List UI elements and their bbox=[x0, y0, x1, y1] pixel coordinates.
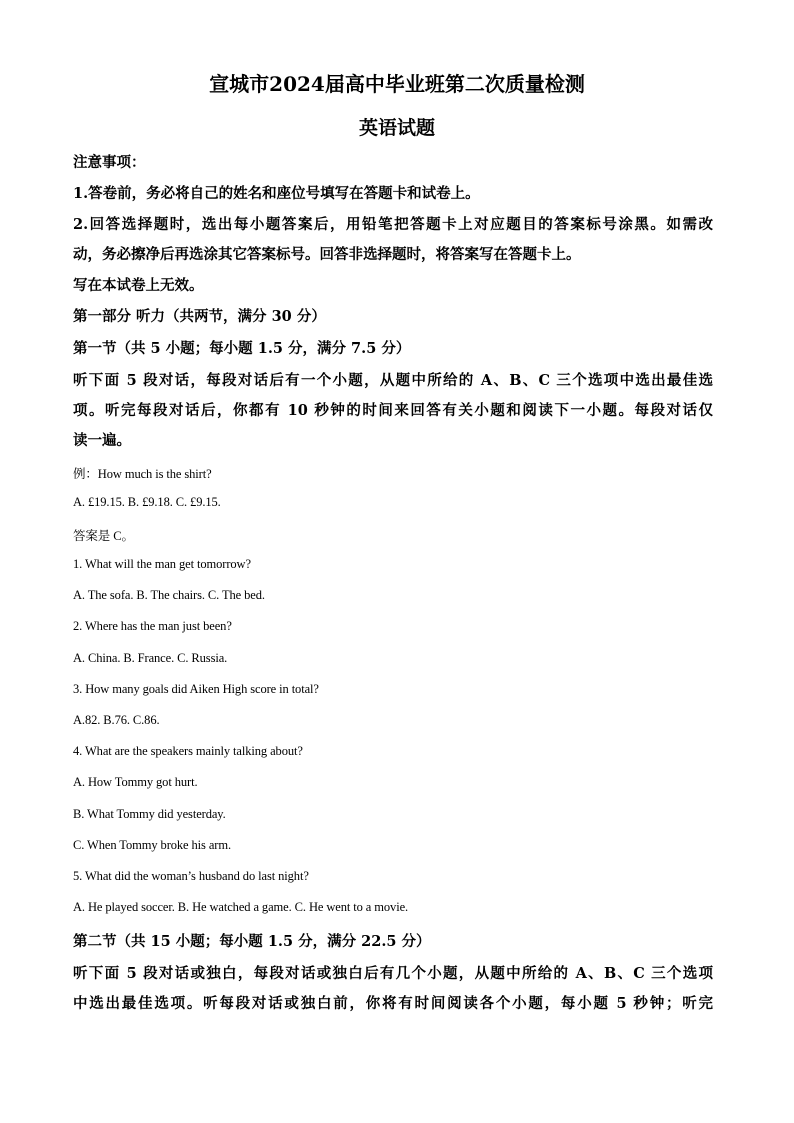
example-answer: 答案是 C。 bbox=[73, 529, 134, 543]
example-options: A. £19.15. B. £9.18. C. £9.15. bbox=[73, 495, 221, 509]
question-4-option-b: B. What Tommy did yesterday. bbox=[73, 807, 226, 821]
question-1-options: A. The sofa. B. The chairs. C. The bed. bbox=[73, 588, 265, 602]
question-3-options: A.82. B.76. C.86. bbox=[73, 713, 160, 727]
note-item-3: 写在本试卷上无效。 bbox=[73, 277, 204, 294]
note-item-2-line-2: 动，务必擦净后再选涂其它答案标号。回答非选择题时，将答案写在答题卡上。 bbox=[73, 246, 581, 263]
question-5: 5. What did the woman’s husband do last night? bbox=[73, 869, 309, 883]
section1-instruction-line-3: 读一遍。 bbox=[73, 432, 131, 449]
section1-instruction-line-2: 项。听完每段对话后，你都有 10 秒钟的时间来回答有关小题和阅读下一小题。每段对话仅 bbox=[73, 402, 713, 419]
exam-title: 宣城市2024届高中毕业班第二次质量检测 bbox=[209, 72, 585, 96]
notes-heading: 注意事项： bbox=[73, 154, 146, 171]
note-item-2-line-1: 2.回答选择题时，选出每小题答案后，用铅笔把答题卡上对应题目的答案标号涂黑。如需改 bbox=[73, 216, 713, 233]
question-1: 1. What will the man get tomorrow? bbox=[73, 557, 251, 571]
section1-heading: 第一节（共 5 小题；每小题 1.5 分，满分 7.5 分） bbox=[73, 340, 411, 357]
question-2: 2. Where has the man just been? bbox=[73, 619, 232, 633]
question-3: 3. How many goals did Aiken High score in total? bbox=[73, 682, 319, 696]
question-4-option-a: A. How Tommy got hurt. bbox=[73, 775, 198, 789]
example-question: 例：How much is the shirt? bbox=[73, 467, 212, 481]
question-5-options: A. He played soccer. B. He watched a game. C. He went to a movie. bbox=[73, 900, 409, 914]
question-2-options: A. China. B. France. C. Russia. bbox=[73, 651, 228, 665]
section2-instruction-line-1: 听下面 5 段对话或独白，每段对话或独白后有几个小题，从题中所给的 A、B、C 三个选项 bbox=[73, 965, 713, 982]
section2-instruction-line-2: 中选出最佳选项。听每段对话或独白前，你将有时间阅读各个小题，每小题 5 秒钟；听完 bbox=[73, 995, 713, 1012]
note-item-1: 1.答卷前，务必将自己的姓名和座位号填写在答题卡和试卷上。 bbox=[73, 185, 480, 202]
exam-subtitle: 英语试题 bbox=[358, 117, 435, 139]
question-4-option-c: C. When Tommy broke his arm. bbox=[73, 838, 231, 852]
part1-heading: 第一部分 听力（共两节，满分 30 分） bbox=[73, 308, 326, 325]
question-4: 4. What are the speakers mainly talking about? bbox=[73, 744, 303, 758]
section1-instruction-line-1: 听下面 5 段对话，每段对话后有一个小题，从题中所给的 A、B、C 三个选项中选出最佳选 bbox=[73, 372, 713, 389]
section2-heading: 第二节（共 15 小题；每小题 1.5 分，满分 22.5 分） bbox=[73, 933, 431, 950]
